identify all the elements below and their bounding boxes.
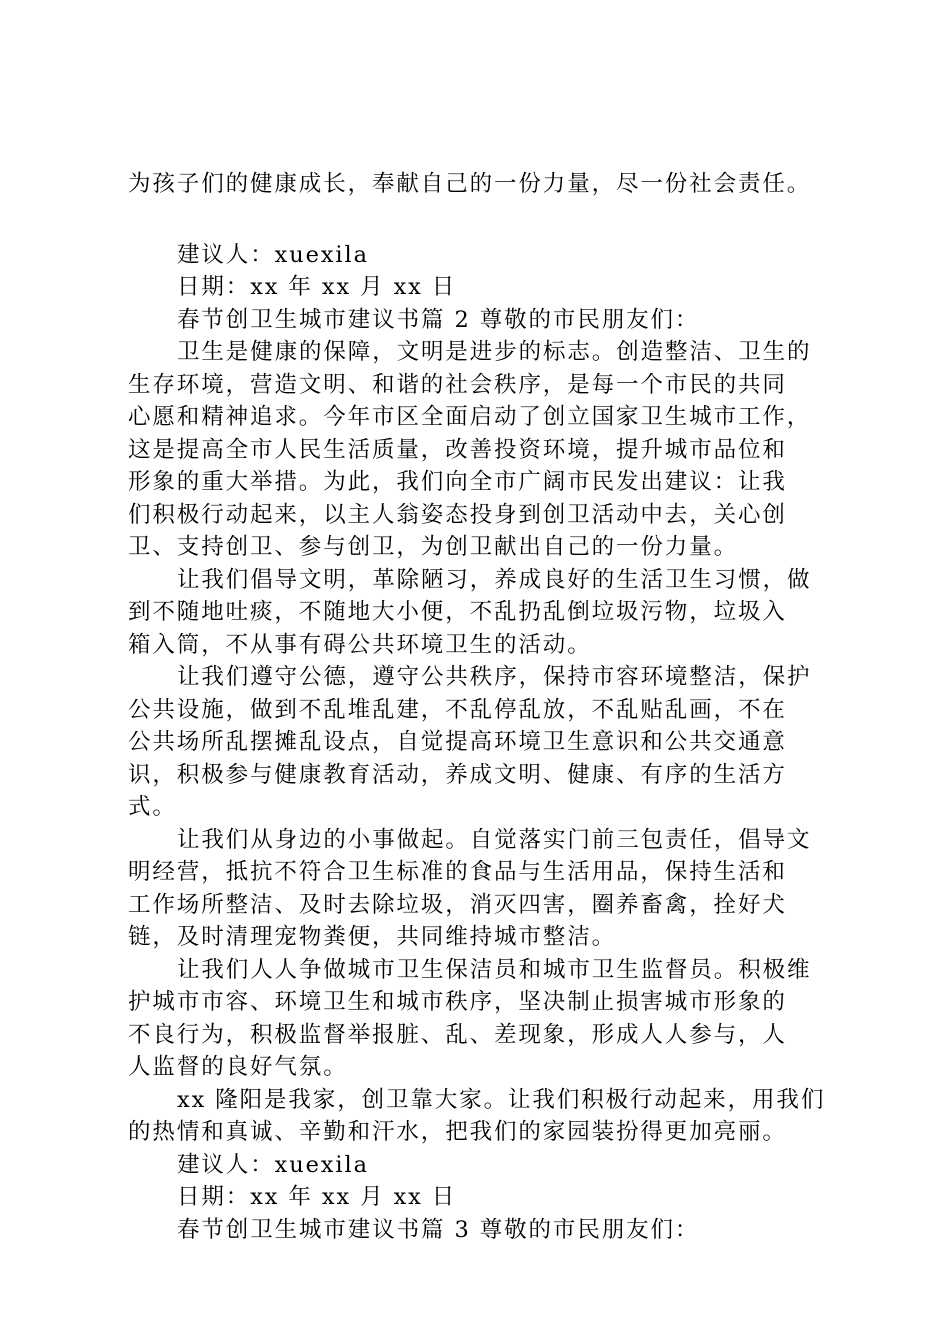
text-line: 的热情和真诚、辛勤和汗水，把我们的家园装扮得更加亮丽。 xyxy=(128,1119,787,1145)
date-line: 日期：xx 年 xx 月 xx 日 xyxy=(177,1184,457,1210)
text-line: 让我们遵守公德，遵守公共秩序，保持市容环境整洁，保护 xyxy=(177,664,812,690)
signature-line: 建议人：xuexila xyxy=(177,1151,369,1178)
text-line: 箱入筒，不从事有碍公共环境卫生的活动。 xyxy=(128,631,592,658)
text-line: 护城市市容、环境卫生和城市秩序，坚决制止损害城市形象的 xyxy=(128,989,787,1015)
signature-line: 建议人：xuexila xyxy=(177,241,369,268)
text-line: 生存环境，营造文明、和谐的社会秩序，是每一个市民的共同 xyxy=(128,371,787,398)
text-line: 明经营，抵抗不符合卫生标准的食品与生活用品，保持生活和 xyxy=(128,859,787,885)
text-line: 链，及时清理宠物粪便，共同维持城市整洁。 xyxy=(128,924,617,950)
section-heading: 春节创卫生城市建议书篇 3 尊敬的市民朋友们： xyxy=(177,1216,700,1243)
text-line: 为孩子们的健康成长，奉献自己的一份力量，尽一份社会责任。 xyxy=(128,171,812,197)
document-page xyxy=(128,168,833,1246)
text-line: 让我们人人争做城市卫生保洁员和城市卫生监督员。积极维 xyxy=(177,956,812,983)
date-line: 日期：xx 年 xx 月 xx 日 xyxy=(177,274,457,300)
text-line: 到不随地吐痰，不随地大小便，不乱扔乱倒垃圾污物，垃圾入 xyxy=(128,599,787,625)
text-line: 这是提高全市人民生活质量，改善投资环境，提升城市品位和 xyxy=(128,436,787,463)
text-line: 识，积极参与健康教育活动，养成文明、健康、有序的生活方 xyxy=(128,761,787,788)
text-line: xx 隆阳是我家，创卫靠大家。让我们积极行动起来，用我们 xyxy=(177,1086,826,1113)
text-line: 让我们从身边的小事做起。自觉落实门前三包责任，倡导文 xyxy=(177,826,812,853)
text-line: 人监督的良好气氛。 xyxy=(128,1054,348,1080)
section-heading: 春节创卫生城市建议书篇 2 尊敬的市民朋友们： xyxy=(177,306,700,333)
text-line: 卫、支持创卫、参与创卫，为创卫献出自己的一份力量。 xyxy=(128,534,739,560)
text-line: 让我们倡导文明，革除陋习，养成良好的生活卫生习惯，做 xyxy=(177,566,812,593)
text-line: 形象的重大举措。为此，我们向全市广阔市民发出建议：让我 xyxy=(128,469,787,495)
text-line: 公共场所乱摆摊乱设点，自觉提高环境卫生意识和公共交通意 xyxy=(128,729,787,755)
text-line: 式。 xyxy=(128,794,177,820)
text-line: 公共设施，做到不乱堆乱建，不乱停乱放，不乱贴乱画，不在 xyxy=(128,696,787,723)
text-line: 们积极行动起来，以主人翁姿态投身到创卫活动中去，关心创 xyxy=(128,501,787,528)
text-line: 卫生是健康的保障，文明是进步的标志。创造整洁、卫生的 xyxy=(177,339,812,365)
text-line: 不良行为，积极监督举报脏、乱、差现象，形成人人参与，人 xyxy=(128,1021,787,1048)
text-line: 心愿和精神追求。今年市区全面启动了创立国家卫生城市工作， xyxy=(128,404,812,430)
text-line: 工作场所整洁、及时去除垃圾，消灭四害，圈养畜禽，拴好犬 xyxy=(128,891,787,918)
